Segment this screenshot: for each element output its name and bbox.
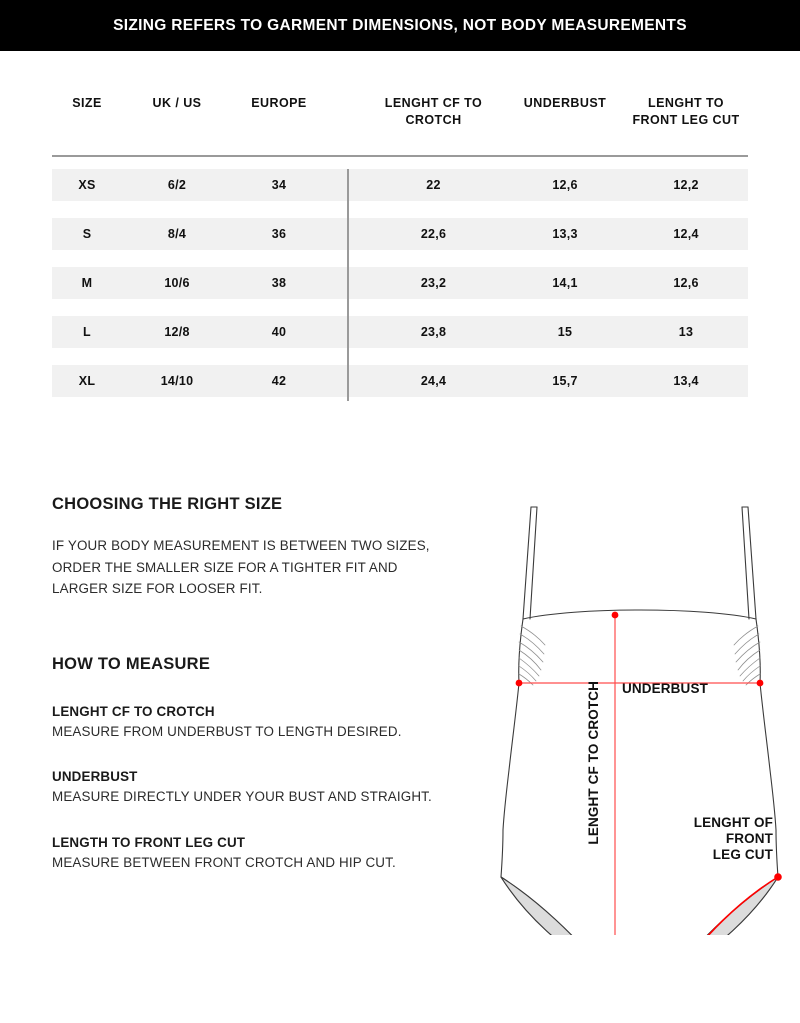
point-bodice-top-center <box>612 612 619 619</box>
table-header-row <box>0 51 800 155</box>
column-header-underbust: UNDERBUST <box>523 96 607 110</box>
left-hip-edge <box>501 830 503 877</box>
measure-item-underbust <box>52 767 472 807</box>
measure-description-underbust: MEASURE DIRECTLY UNDER YOUR BUST AND STRAIGHT. <box>52 789 432 805</box>
measure-label-front-leg-cut: LENGTH TO FRONT LEG CUT <box>52 834 246 850</box>
how-to-measure-title: HOW TO MEASURE <box>52 655 211 674</box>
right-strap-outer-edge <box>748 507 756 619</box>
cell-cf-crotch: 24,4 <box>420 374 447 388</box>
cell-size: L <box>83 325 91 339</box>
measure-item-front-leg-cut <box>52 833 472 873</box>
diagram-label-front-leg-cut-line-3: LEG CUT <box>712 846 773 862</box>
diagram-label-front-leg-cut-line-1: LENGHT OF <box>693 815 773 830</box>
cell-uk-us: 8/4 <box>167 227 187 241</box>
table-row <box>0 357 800 405</box>
cell-front-leg: 13 <box>678 325 694 339</box>
choosing-size-line-3: LARGER SIZE FOR LOOSER FIT. <box>52 581 263 597</box>
measure-item-cf-crotch <box>52 702 472 742</box>
choosing-size-body <box>52 535 472 600</box>
cell-cf-crotch: 22 <box>426 178 441 192</box>
measurement-points <box>516 612 782 935</box>
column-header-europe: EUROPE <box>251 96 307 110</box>
column-header-front-leg: LENGHT TO FRONT LEG CUT <box>632 96 740 127</box>
left-strap-outer-edge <box>523 507 531 619</box>
diagram-label-cf-to-crotch-text: LENGHT CF TO CROTCH <box>586 681 601 845</box>
neckline <box>523 610 756 619</box>
cell-uk-us: 6/2 <box>167 178 187 192</box>
choosing-size-line-1: IF YOUR BODY MEASUREMENT IS BETWEEN TWO SIZES, <box>52 538 430 553</box>
cell-cf-crotch: 23,8 <box>420 325 447 339</box>
cell-europe: 38 <box>271 276 287 290</box>
cell-underbust: 15,7 <box>552 374 578 388</box>
cell-europe: 36 <box>271 227 287 241</box>
cell-size: M <box>81 276 93 290</box>
right-strap-inner-edge <box>742 507 749 619</box>
cell-cf-crotch: 23,2 <box>420 276 447 290</box>
instructions-column <box>52 495 472 873</box>
banner-title: SIZING REFERS TO GARMENT DIMENSIONS, NOT BODY MEASUREMENTS <box>113 16 687 34</box>
left-torso-waist <box>503 683 519 830</box>
measurement-lines <box>519 615 760 935</box>
header-banner <box>0 0 800 51</box>
cell-underbust: 14,1 <box>552 276 578 290</box>
left-strap-inner-edge <box>530 507 537 619</box>
point-hip-leg-cut <box>774 873 782 881</box>
cell-uk-us: 14/10 <box>160 374 194 388</box>
table-row <box>0 210 800 258</box>
choosing-size-line-2: ORDER THE SMALLER SIZE FOR A TIGHTER FIT AND <box>52 559 398 575</box>
cell-europe: 42 <box>271 374 287 388</box>
swimsuit-diagram <box>485 495 800 935</box>
left-leg-panel-shading <box>501 877 603 935</box>
measure-label-underbust: UNDERBUST <box>52 769 138 785</box>
cell-europe: 40 <box>271 325 287 339</box>
right-torso-waist <box>760 683 776 830</box>
measure-description-cf-crotch: MEASURE FROM UNDERBUST TO LENGTH DESIRED. <box>52 724 402 740</box>
cell-size: XS <box>78 178 96 192</box>
cell-underbust: 13,3 <box>552 227 578 241</box>
cell-front-leg: 12,4 <box>673 227 699 241</box>
point-underbust-left <box>516 680 523 687</box>
diagram-label-front-leg-cut-line-2: FRONT <box>725 830 773 846</box>
column-header-uk-us: UK / US <box>152 96 202 110</box>
table-row <box>0 161 800 209</box>
cell-underbust: 12,6 <box>552 178 578 192</box>
cell-front-leg: 13,4 <box>673 374 699 388</box>
table-row <box>0 259 800 307</box>
table-vertical-divider <box>347 169 349 401</box>
diagram-label-cf-to-crotch <box>586 681 602 845</box>
diagram-label-underbust: UNDERBUST <box>622 681 708 696</box>
cell-uk-us: 12/8 <box>164 325 190 339</box>
table-row <box>0 308 800 356</box>
right-leg-panel-shading <box>676 877 778 935</box>
point-underbust-right <box>757 680 764 687</box>
measure-description-front-leg-cut: MEASURE BETWEEN FRONT CROTCH AND HIP CUT. <box>52 854 396 870</box>
choosing-size-title: CHOOSING THE RIGHT SIZE <box>52 495 283 513</box>
right-hip-edge <box>776 830 778 877</box>
header-divider <box>52 155 748 157</box>
cell-size: XL <box>78 374 96 388</box>
bodice-ruching-detail <box>519 626 760 685</box>
cell-front-leg: 12,2 <box>673 178 699 192</box>
cell-uk-us: 10/6 <box>164 276 190 290</box>
measure-label-cf-crotch: LENGHT CF TO CROTCH <box>52 704 215 720</box>
cell-underbust: 15 <box>557 325 573 339</box>
column-header-cf-crotch: LENGHT CF TO CROTCH <box>384 96 483 127</box>
column-header-size: SIZE <box>72 96 102 110</box>
swimsuit-illustration <box>485 495 800 935</box>
cell-europe: 34 <box>271 178 287 192</box>
cell-cf-crotch: 22,6 <box>420 227 447 241</box>
diagram-label-front-leg-cut <box>652 815 773 863</box>
size-table <box>0 51 800 388</box>
table-body <box>0 161 800 406</box>
cell-size: S <box>82 227 92 241</box>
cell-front-leg: 12,6 <box>673 276 699 290</box>
